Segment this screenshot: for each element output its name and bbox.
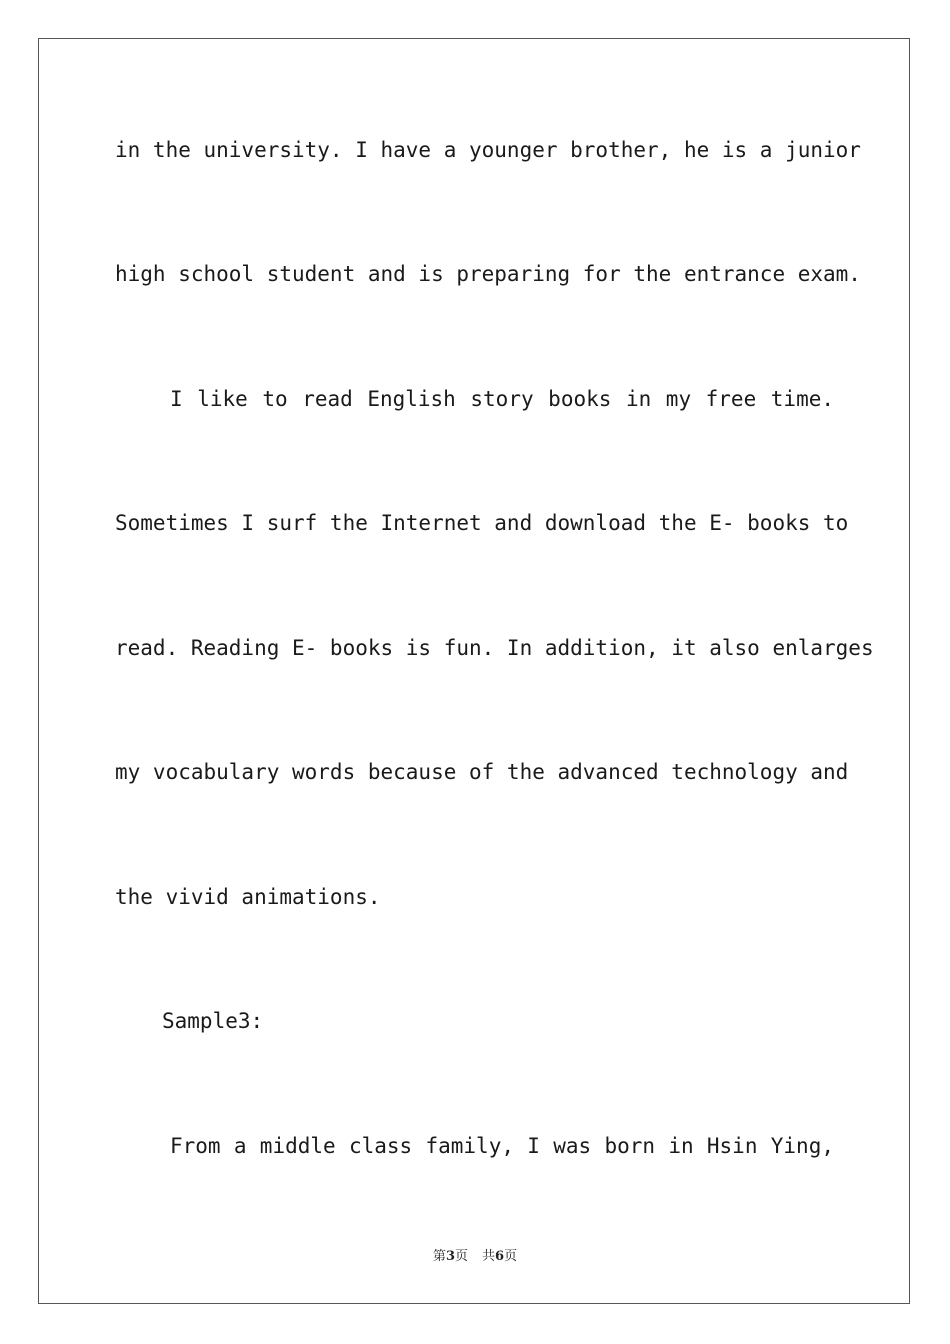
- text-line-4: Sometimes I surf the Internet and download the E- books to: [115, 511, 849, 535]
- page-border: [38, 38, 910, 1304]
- text-line-7: the vivid animations.: [115, 885, 381, 909]
- text-line-5: read. Reading E- books is fun. In addition, it also enlarges: [115, 636, 874, 660]
- page-prefix: 第: [432, 1249, 446, 1264]
- total-suffix: 页: [504, 1249, 518, 1264]
- text-line-1: in the university. I have a younger brother, he is a junior: [115, 138, 861, 162]
- total-page-number: 6: [495, 1249, 505, 1264]
- page-suffix: 页: [454, 1249, 468, 1264]
- text-line-2: high school student and is preparing for the entrance exam.: [115, 262, 861, 286]
- page-footer: [0, 1248, 950, 1266]
- text-line-6: my vocabulary words because of the advanced technology and: [115, 760, 849, 784]
- current-page-number: 3: [445, 1249, 455, 1264]
- section-label: Sample3:: [162, 1009, 264, 1033]
- total-prefix: 共: [482, 1249, 496, 1264]
- text-line-3: I like to read English story books in my free time.: [170, 387, 834, 411]
- text-line-9: From a middle class family, I was born in Hsin Ying,: [170, 1134, 834, 1158]
